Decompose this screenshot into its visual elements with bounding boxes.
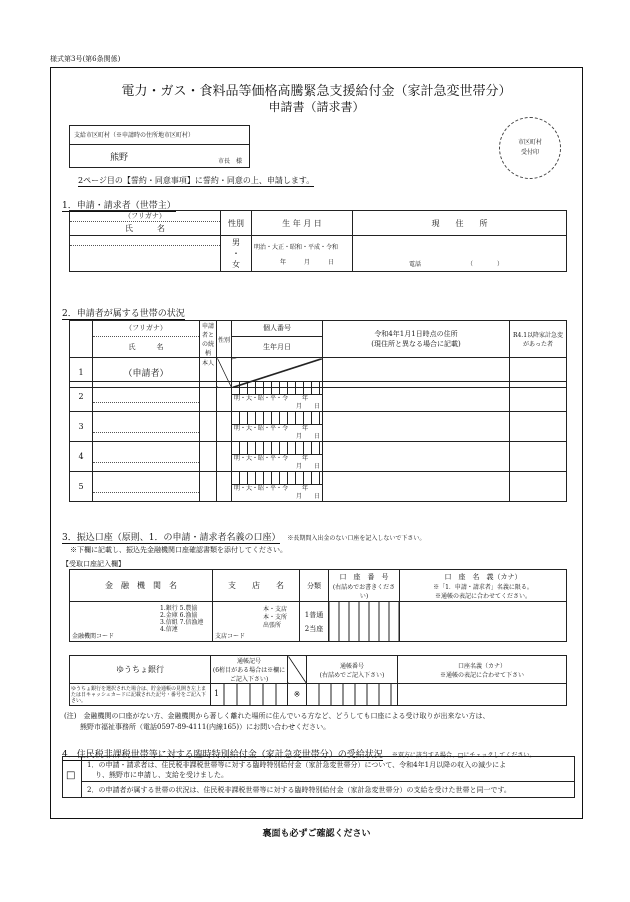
section2-table [69,320,567,388]
s2-relation-cell[interactable] [200,472,217,502]
bank-type-5[interactable]: 5.農協 [179,605,198,612]
s1-gender-dot: ・ [232,249,240,258]
s1-dob-label: 生 年 月 日 [252,211,353,236]
stamp-line1: 市区町村 [517,139,542,146]
yucho-holder: 口座名義（カナ） [457,662,506,670]
s2-mynumber-dob-cell[interactable] [232,442,323,472]
s2-change-label: R4.1以降家計急変があった者 [510,321,567,358]
yucho-holder-cell [398,656,567,684]
s2-name-cell[interactable] [93,442,200,472]
s2-gender-cell[interactable] [217,412,232,442]
s2-row-num: 3 [70,412,93,442]
s1-phone-paren[interactable]: （ ） [466,261,503,268]
yucho-star[interactable]: ※ [288,684,307,706]
s2-era: 明・大・昭・平・令 [234,485,289,492]
section3-title: 3．振込口座（原則、1．の申請・請求者名義の口座） [62,533,281,543]
bank-type-4[interactable]: 4.信連 [160,626,178,633]
section2-title: 2．申請者が属する世帯の状況 [62,306,185,320]
s2-mynumber-dob-cell[interactable] [232,412,323,442]
s2-relation-cell[interactable] [200,382,217,412]
s2-tsuki-hi: 月 日 [295,463,320,470]
type-header: 分類 [300,570,329,602]
branch-header: 支 店 名 [213,570,300,602]
s1-ymd: 年 月 日 [280,258,335,266]
type-futsu[interactable]: 1普通 [304,610,324,619]
s1-phone-label: 電話 [409,261,422,268]
bank-type-2[interactable]: 2.金庫 [160,612,178,619]
yucho-bango-cell [307,656,398,684]
s2-row-2 [70,382,567,412]
section3-note2: ※下欄に記載し、振込先金融機関口座確認書類を添付してください。 [70,546,287,554]
section3-title-note: ※長期間入出金のない口座を記入しないで下さい。 [287,535,426,542]
s2-gender-cell[interactable] [217,382,232,412]
s2-address-cell[interactable] [323,412,510,442]
s2-tsuki-hi: 月 日 [295,403,320,410]
s2-name-cell[interactable] [93,382,200,412]
s2-nen: 年 [302,485,309,492]
bank-type-3[interactable]: 3.信組 [160,619,178,626]
s2-address-sub: (現住所と異なる場合に記載) [371,340,461,348]
yucho-kigo-note: (6桁目がある場合は※欄にご記入下さい) [212,667,286,683]
s2-mynumber-label: 個人番号 [232,321,323,337]
s2-row-5 [70,472,567,502]
section1-table [69,210,567,272]
s2-change-cell[interactable] [510,472,567,502]
s2-era: 明・大・昭・平・令 [234,425,289,432]
s1-gender-male[interactable]: 男 [232,238,240,247]
account-no-header-cell [329,570,400,602]
section4-title-note: ※双方に該当する場合、□にチェックしてください。 [391,752,536,759]
section4-item1a: 1．の申請・請求者は、住民税非課税世帯等に対する臨時特別給付金（家計急変世帯分）について、令和4年1月以降の収入の減少によ [87,761,507,769]
s2-era: 明・大・昭・平・令 [234,455,289,462]
s2-self-label: 本人 [200,358,217,388]
pledge-note: 2ページ目の【誓約・同意事項】に誓約・同意の上、申請します。 [78,176,315,185]
s1-address-cell[interactable] [353,236,567,272]
section2-rows [69,382,567,502]
s2-name-label: 氏 名 [93,336,200,357]
branch-code-label: 支店コード [215,633,246,640]
s2-row-num: 5 [70,472,93,502]
yucho-kigo: 通帳記号 [236,658,261,665]
yucho-kigo-input[interactable] [211,684,288,706]
s2-gender-cell[interactable] [217,442,232,472]
yucho-bango-note: (右詰めでご記入下さい) [319,671,385,679]
holder-header: 口 座 名 義（カナ） [444,572,522,581]
s1-dob-cell[interactable] [252,236,353,272]
s2-change-cell[interactable] [510,382,567,412]
s2-name-cell[interactable] [93,412,200,442]
s2-change-cell[interactable] [510,442,567,472]
account-no-cell[interactable] [329,602,400,642]
section4-title: 4．住民税非課税世帯等に対する臨時特別給付金（家計急変世帯分）の受給状況 [62,750,383,760]
s2-address-cell[interactable] [323,382,510,412]
s2-furigana-label: （フリガナ） [93,321,200,337]
branch-type-1[interactable]: 本・支店 [263,606,288,613]
s1-gender-cell[interactable] [221,236,252,272]
s2-change-cell[interactable] [510,412,567,442]
type-toza[interactable]: 2当座 [304,624,324,633]
section1-title: 1．申請・請求者（世帯主） [62,198,176,212]
s1-name-label: 氏 名 [70,222,221,236]
s1-era: 明治・大正・昭和・平成・令和 [254,243,339,251]
s2-gender-cell[interactable] [217,472,232,502]
bank-type-1[interactable]: 1.銀行 [160,605,178,612]
s1-name-input[interactable] [70,246,221,272]
yucho-header: ゆうちょ銀行 [70,656,211,684]
s1-furigana-input[interactable] [70,236,221,246]
attention-line2: 熊野市福祉事務所（電話0597-89-4111(内線165)）にお問い合わせください。 [80,723,331,731]
municipality-name[interactable]: 熊野 [110,153,129,163]
section4-checkbox[interactable]: □ [66,770,76,781]
s1-gender-label: 性別 [221,211,252,236]
branch-type-3[interactable]: 出張所 [263,622,282,629]
s2-relation-cell[interactable] [200,442,217,472]
bank-name-cell[interactable] [70,602,213,642]
s2-address-cell[interactable] [323,442,510,472]
attention-line1: (注) 金融機関の口座がない方、金融機関から著しく離れた場所に住んでいる方など、どうしても口座による受け取りが出来ない方は、 [64,712,490,720]
s2-row-4 [70,442,567,472]
municipality-box [69,125,250,168]
reception-stamp [499,117,561,179]
yucho-bango-input[interactable] [307,684,398,706]
branch-name-cell[interactable] [213,602,300,642]
bank-header: 金 融 機 関 名 [70,570,213,602]
municipality-label: 支給市区町村（※申請時の住所地市区町村） [74,132,195,139]
yucho-table [69,655,567,706]
s2-relation-cell[interactable] [200,412,217,442]
s2-address-label-cell [323,321,510,358]
yucho-bango: 通帳番号 [339,662,364,670]
form-number: 様式第3号(第6条関係) [50,55,121,63]
yucho-holder-note: ※通帳の表記に合わせて下さい [439,671,524,679]
section4-box [62,756,575,798]
s2-tsuki-hi: 月 日 [295,433,320,440]
s2-mynumber-dob-cell[interactable] [232,472,323,502]
s1-gender-female[interactable]: 女 [232,260,240,269]
yucho-desc: ゆうちょ銀行を選択された場合は、貯金通帳の見開き左上または日キャッシュカードに記載された記号・番号をご記入下さい。 [70,684,211,706]
account-no-header: 口 座 番 号 [339,572,389,581]
s2-gender-label: 性別 [217,321,232,358]
s1-address-label: 現 住 所 [353,211,567,236]
holder-header-cell [400,570,567,602]
s2-row-3 [70,412,567,442]
s2-dob-label: 生年月日 [232,336,323,357]
bank-type-6[interactable]: 6.漁協 [179,612,198,619]
s2-nen: 年 [302,455,309,462]
s2-address-header: 令和4年1月1日時点の住所 [374,330,458,338]
yucho-kigo-cell [211,656,288,684]
stamp-line2: 受付印 [520,149,539,156]
form-subtitle: 申請書（請求書） [268,100,365,114]
section4-item1b: り、熊野市に申請し、支給を受けました。 [95,771,228,779]
section4-item2: 2．の申請者が属する世帯の状況は、住民税非課税世帯等に対する臨時特別給付金（家計急変世帯分）の支給を受けた世帯と同一です。 [87,786,511,794]
bank-code-label: 金融機関コード [72,633,115,640]
s2-name-cell[interactable] [93,472,200,502]
form-title: 電力・ガス・食料品等価格高騰緊急支援給付金（家計急変世帯分） [121,84,512,99]
footer-note: 裏面も必ずご確認ください [262,829,371,839]
section3-fill-label: 【受取口座記入欄】 [62,560,125,568]
yucho-holder-input[interactable] [398,684,567,706]
s2-row-num: 2 [70,382,93,412]
account-no-note: (右詰めでお書きください) [332,583,396,600]
section3-title-wrap [62,530,425,543]
s2-nen: 年 [302,425,309,432]
s2-mynumber-dob-cell[interactable] [232,382,323,412]
s2-row-num: 4 [70,442,93,472]
type-cell[interactable] [300,602,329,642]
holder-cell[interactable] [400,602,567,642]
holder-note2: ※通帳の表記に合わせてください。 [434,592,531,600]
s2-applicant-label: （申請者） [123,369,169,379]
s2-era: 明・大・昭・平・令 [234,395,289,402]
bank-table [69,569,567,642]
s2-nen: 年 [302,395,309,402]
municipality-suffix: 市長 様 [218,158,243,165]
s2-relation-label: 申請者との続柄 [200,321,217,358]
yucho-one: 1 [214,689,220,698]
s2-address-cell[interactable] [323,472,510,502]
yucho-slash [288,656,307,684]
s2-tsuki-hi: 月 日 [295,493,320,500]
branch-type-2[interactable]: 本・支所 [263,614,288,621]
holder-note1: ※「1．申請・請求者」名義に限る。 [433,583,533,591]
s1-furigana-label: （フリガナ） [70,211,221,222]
bank-type-7[interactable]: 7.信漁連 [179,619,204,626]
s2-row-num: 1 [70,358,93,388]
